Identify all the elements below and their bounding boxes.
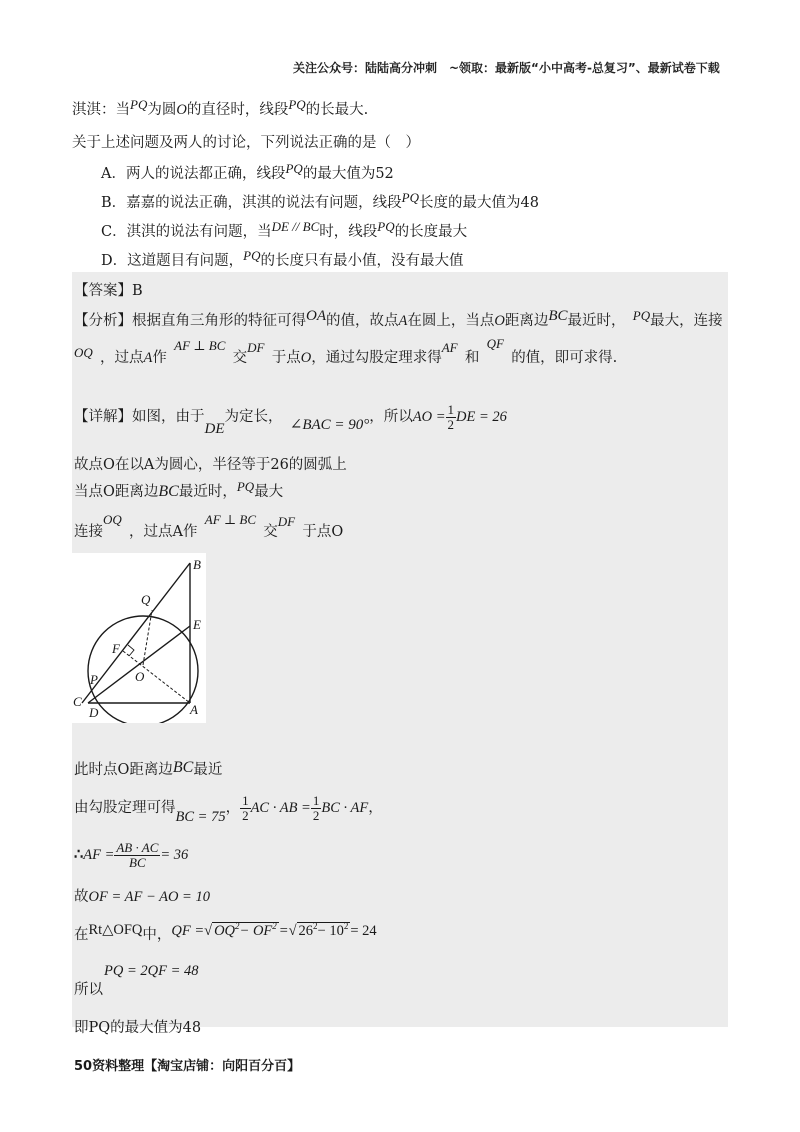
detail-line-2: 故点O在以A为圆心，半径等于26的圆弧上 xyxy=(74,457,347,473)
math-bc-af: BC · AF xyxy=(321,800,369,817)
math-o: O xyxy=(494,313,505,329)
math-a: A xyxy=(398,313,408,329)
text: 交 xyxy=(232,350,248,366)
text: 中， xyxy=(142,927,172,943)
radical-2: √ $26^2- 10^2$ xyxy=(288,921,349,939)
label-f: F xyxy=(112,641,120,656)
math-pq: PQ xyxy=(285,161,303,176)
text: 故 xyxy=(74,889,89,905)
text: C．淇淇的说法有问题，当 xyxy=(101,224,272,240)
text: ，通过勾股定理求得 xyxy=(311,350,442,366)
detail-line-3 xyxy=(74,480,283,501)
footer-text: 资料整理【淘宝店铺：向阳百分百】 xyxy=(92,1059,301,1074)
math-ao: AO = xyxy=(412,409,446,426)
fraction-half xyxy=(311,794,322,822)
label-q: Q xyxy=(141,592,151,607)
answer-label: 【答案】B xyxy=(74,283,143,299)
denominator: 2 xyxy=(447,416,455,432)
detail-line-9 xyxy=(74,923,377,944)
radical-1: √ $OQ^2- OF^2$ xyxy=(204,921,277,939)
math-of-equation: OF = AF − AO = 10 xyxy=(88,889,210,905)
text: 最大 xyxy=(254,484,284,500)
page-header: 关注公众号：陆陆高分冲刺 ~领取：最新版“小中高考-总复习”、最新试卷下载 xyxy=(293,61,720,75)
text: 的直径时，线段 xyxy=(186,102,289,118)
math-pq-equation: PQ = 2QF = 48 xyxy=(104,963,199,979)
label-b: B xyxy=(193,557,201,572)
text: 的长度只有最小值，没有最大值 xyxy=(260,253,464,269)
text: ，过点 xyxy=(100,350,144,366)
text: 最近时， xyxy=(178,484,237,500)
label-a: A xyxy=(190,702,198,717)
math-af-perp-bc: AF ⊥ BC xyxy=(204,512,256,527)
exponent: 2 xyxy=(272,921,277,932)
numerator: 1 xyxy=(447,402,455,417)
label-o: O xyxy=(135,669,145,684)
math-a: A xyxy=(143,350,153,366)
exponent: 2 xyxy=(343,921,349,932)
exponent: 2 xyxy=(313,921,318,932)
text: 最大，连接 xyxy=(650,313,723,329)
text: 为定长， xyxy=(224,409,283,426)
text: ， xyxy=(368,800,383,817)
denominator: 2 xyxy=(242,807,249,823)
math-ac-ab: AC · AB = xyxy=(250,800,311,817)
text: 连接 xyxy=(74,524,103,540)
option-d[interactable] xyxy=(101,249,463,270)
math-angle-bac: ∠BAC = 90° xyxy=(289,417,370,434)
math-pq: PQ xyxy=(288,97,306,112)
text: 最近时， xyxy=(567,313,626,329)
text: − OF xyxy=(239,923,273,939)
math-qf: QF xyxy=(486,336,504,351)
math-pq: PQ xyxy=(243,248,261,263)
math-pq: PQ xyxy=(377,219,395,234)
text: − 10 xyxy=(317,923,344,939)
math-result-36: = 36 xyxy=(160,847,189,864)
text: 的值，故点 xyxy=(326,313,399,329)
numerator: AB · AC xyxy=(116,840,159,855)
label-d: D xyxy=(89,705,99,720)
text: 此时点O距离边 xyxy=(74,762,173,778)
math-qf: QF = xyxy=(171,923,205,939)
detail-line-4 xyxy=(74,512,344,541)
text: 于点 xyxy=(271,350,301,366)
detail-line-6 xyxy=(74,793,383,826)
footer xyxy=(74,1055,300,1074)
math-af: AF xyxy=(441,340,458,355)
exponent: 2 xyxy=(235,921,240,932)
denominator: 2 xyxy=(312,807,320,823)
text: 长度的最大值为48 xyxy=(419,195,539,211)
math-o: O xyxy=(176,102,187,118)
analysis-line-2 xyxy=(74,336,618,367)
math-pq: PQ xyxy=(401,190,419,205)
text: 【详解】如图，由于 xyxy=(74,409,205,426)
math-result-24: = 24 xyxy=(350,923,377,939)
text: 于点O xyxy=(302,524,344,540)
numerator: 1 xyxy=(312,793,320,808)
label-e: E xyxy=(193,617,201,632)
text: OQ xyxy=(214,923,236,939)
option-b[interactable] xyxy=(101,191,539,212)
math-de-parallel-bc: DE // BC xyxy=(271,219,320,234)
qiqi-statement xyxy=(72,98,368,119)
math-pq: PQ xyxy=(632,308,651,323)
page-number: 50 xyxy=(74,1059,93,1074)
math-df: DF xyxy=(247,340,265,355)
text: 在圆上，当点 xyxy=(407,313,495,329)
text: 淇淇：当 xyxy=(72,102,130,118)
text: 26 xyxy=(298,923,314,939)
denominator: BC xyxy=(129,854,146,870)
detail-line-1 xyxy=(74,402,507,438)
math-bc-75: BC = 75 xyxy=(175,809,226,826)
text: 最近 xyxy=(193,762,223,778)
text: 和 xyxy=(464,350,480,366)
text: 作 xyxy=(152,350,167,366)
geometry-figure xyxy=(72,553,206,723)
geometry-diagram xyxy=(72,553,206,723)
fraction-half xyxy=(240,794,251,822)
detail-line-5 xyxy=(74,758,222,779)
math-oa: OA xyxy=(306,308,326,324)
option-a[interactable] xyxy=(101,162,394,183)
detail-line-11: 即PQ的最大值为48 xyxy=(74,1020,202,1036)
text: 距离边 xyxy=(504,313,549,329)
analysis-line-1 xyxy=(74,309,723,330)
math-triangle-ofq: Rt△OFQ xyxy=(88,922,143,938)
text: 交 xyxy=(263,524,278,540)
label-p: P xyxy=(90,672,98,687)
text: 的长最大. xyxy=(305,102,369,118)
math-bc: BC xyxy=(172,759,194,776)
label-c: C xyxy=(73,694,82,709)
text: 在 xyxy=(74,927,89,943)
therefore-symbol: ∴ xyxy=(74,846,84,864)
math-af-perp-bc: AF ⊥ BC xyxy=(174,338,226,353)
math-pq: PQ xyxy=(130,97,148,112)
math-de: DE xyxy=(204,421,225,438)
math-bc: BC xyxy=(548,308,568,324)
math-df: DF xyxy=(277,514,296,529)
line-af-dashed xyxy=(123,651,190,703)
text: A．两人的说法都正确，线段 xyxy=(101,166,286,182)
fraction-af xyxy=(114,841,160,869)
text: 为圆 xyxy=(147,102,177,118)
text: 的最大值为52 xyxy=(302,166,394,182)
math-o: O xyxy=(300,350,312,366)
option-c[interactable] xyxy=(101,220,467,241)
question-text: 关于上述问题及两人的讨论，下列说法正确的是（ ） xyxy=(72,135,420,151)
text: ， xyxy=(225,800,241,817)
math-pq: PQ xyxy=(236,479,255,494)
detail-line-10-label: 所以 xyxy=(74,982,103,998)
text: 的长度最大 xyxy=(394,224,468,240)
text: D．这道题目有问题， xyxy=(101,253,244,269)
detail-line-8 xyxy=(74,885,210,906)
text: ，所以 xyxy=(369,409,413,426)
math-oq: OQ xyxy=(74,345,93,360)
text: 时，线段 xyxy=(319,224,378,240)
right-angle-mark xyxy=(128,645,134,656)
text: 由勾股定理可得 xyxy=(74,800,176,817)
math-bc: BC xyxy=(158,483,179,500)
math-de-26: DE = 26 xyxy=(456,409,507,426)
text: 【分析】根据直角三角形的特征可得 xyxy=(74,313,306,329)
equals: = xyxy=(278,923,289,939)
text: 的值，即可求得. xyxy=(511,350,618,366)
detail-line-7 xyxy=(74,841,188,869)
text: B．嘉嘉的说法正确，淇淇的说法有问题，线段 xyxy=(101,195,402,211)
numerator: 1 xyxy=(242,793,249,808)
math-af: AF = xyxy=(83,847,115,864)
text: 当点O距离边 xyxy=(74,484,159,500)
fraction-half xyxy=(446,403,457,431)
text: ，过点A作 xyxy=(129,524,198,540)
math-oq: OQ xyxy=(103,512,122,527)
